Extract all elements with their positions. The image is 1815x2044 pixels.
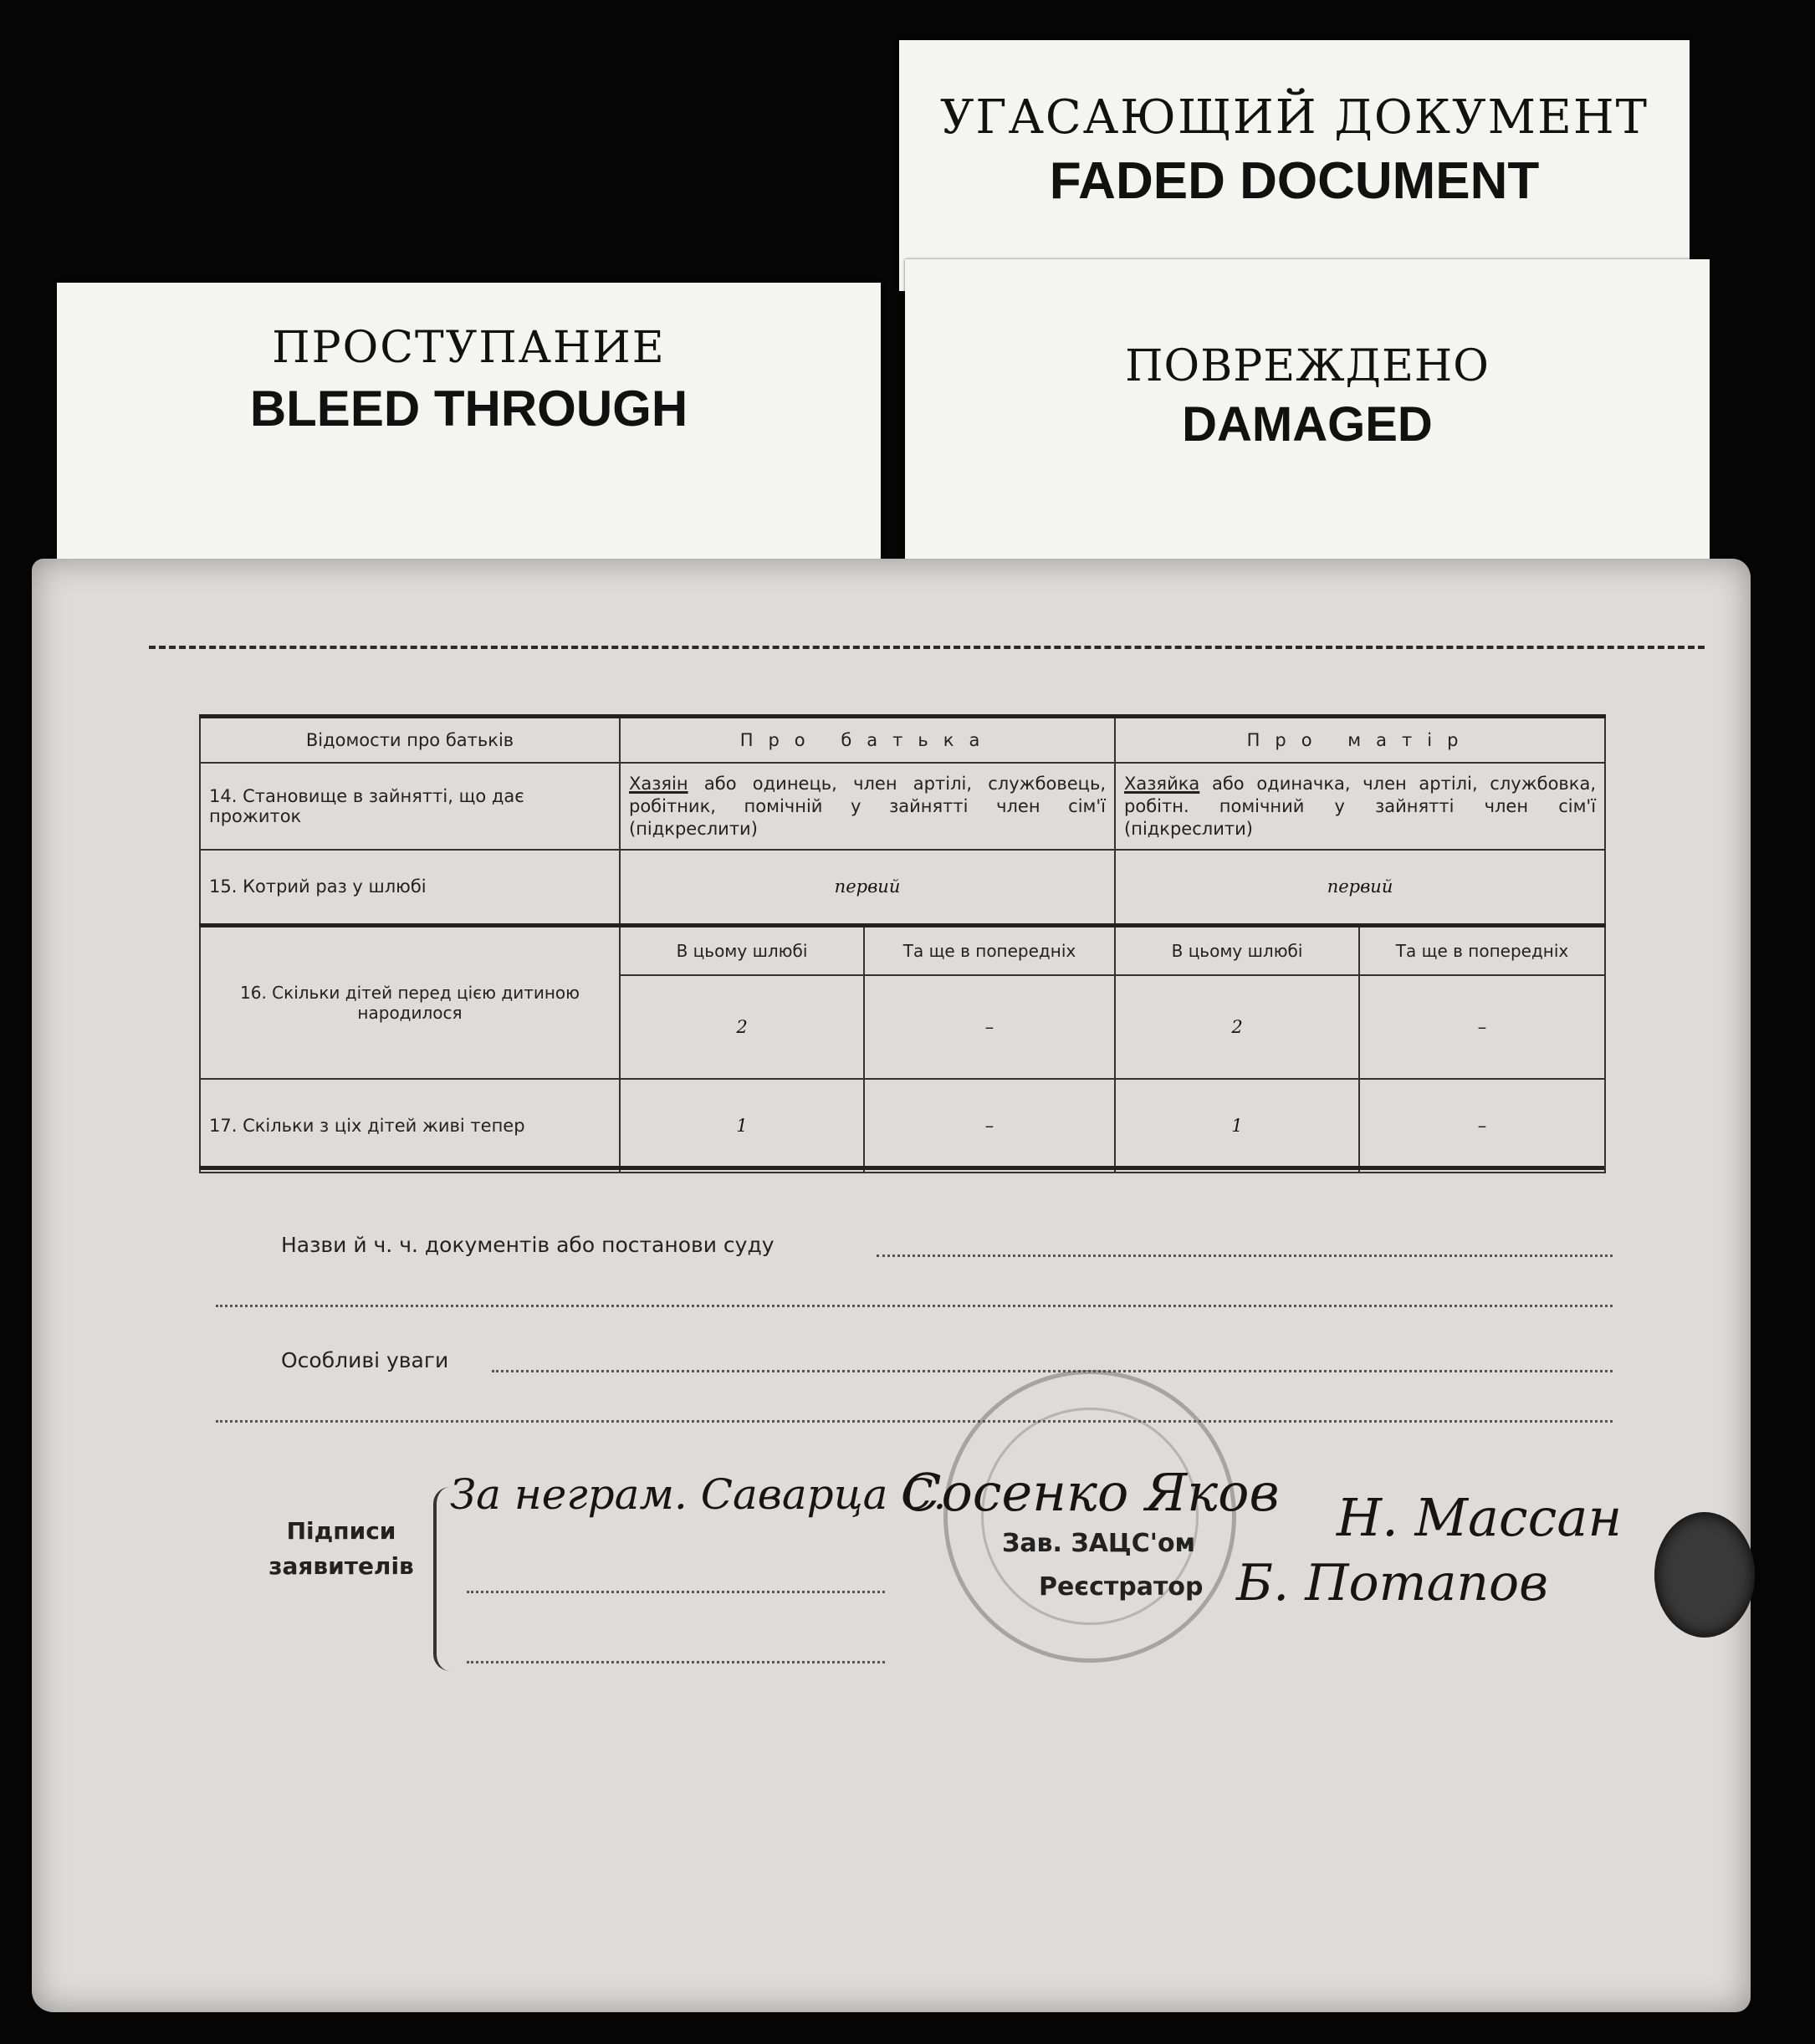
subheader-father-previous: Та ще в попередніх <box>864 925 1115 975</box>
q14-mother-options <box>1115 763 1605 850</box>
bleed-label-en: BLEED THROUGH <box>249 381 688 437</box>
table-row <box>200 850 1605 925</box>
table-subheader-row <box>200 925 1605 975</box>
faded-label-en: FADED DOCUMENT <box>1049 152 1540 210</box>
bleed-through-label-card <box>57 283 881 592</box>
wax-blot <box>1654 1512 1755 1638</box>
table-row <box>200 1079 1605 1173</box>
faded-document-label-card <box>899 40 1690 291</box>
q16-father-this: 2 <box>620 975 864 1079</box>
q14-father-rest: або одинець, член артілі, службовець, робітник, помічній у зайнятті член сім'ї (підкреслити) <box>629 773 1107 839</box>
registrar-label: Реєстратор <box>1039 1572 1204 1602</box>
table-row <box>200 763 1605 850</box>
signatures-label-line2: заявителів <box>268 1552 414 1580</box>
documents-dotted-line-2 <box>216 1305 1613 1307</box>
subheader-father-this: В цьому шлюбі <box>620 925 864 975</box>
header-mother: Про матір <box>1115 717 1605 764</box>
documents-label: Назви й ч. ч. документів або постанови суду <box>281 1233 775 1257</box>
head-signature: Н. Массан <box>1337 1487 1623 1548</box>
header-father: Про батька <box>620 717 1115 764</box>
parents-info-table <box>199 714 1606 1173</box>
table-bottom-rule <box>199 1166 1604 1170</box>
q14-mother-selected: Хазяйка <box>1124 773 1200 794</box>
q17-father-this: 1 <box>620 1079 864 1173</box>
q17-father-prev: – <box>864 1079 1115 1173</box>
header-parents-info: Відомости про батьків <box>200 717 620 764</box>
subheader-mother-previous: Та ще в попередніх <box>1359 925 1605 975</box>
bleed-label-ru: ПРОСТУПАНИЕ <box>272 323 666 373</box>
q15-mother-value: первий <box>1115 850 1605 925</box>
q17-label: 17. Скільки з ціх дітей живі тепер <box>200 1079 620 1173</box>
applicant-dotted-line <box>467 1591 885 1593</box>
q16-label: 16. Скільки дітей перед цією дитиною народилося <box>200 925 620 1079</box>
registrar-signature: Б. Потапов <box>1236 1554 1549 1612</box>
second-applicant-signature: Сосенко Яков <box>902 1462 1280 1523</box>
q14-father-selected: Хазяін <box>629 773 688 794</box>
applicant-signature: За неграм. Саварца С. <box>450 1470 947 1519</box>
damaged-label-card <box>905 259 1710 577</box>
document-card <box>32 559 1751 2012</box>
applicant-dotted-line-2 <box>467 1661 885 1663</box>
q16-mother-prev: – <box>1359 975 1605 1079</box>
table-header-row <box>200 717 1605 764</box>
notes-dotted-line-2 <box>216 1420 1613 1423</box>
q17-mother-this: 1 <box>1115 1079 1359 1173</box>
head-label: Зав. ЗАЦС'ом <box>1002 1529 1196 1558</box>
notes-dotted-line <box>492 1370 1613 1372</box>
damaged-label-ru: ПОВРЕЖДЕНО <box>1125 341 1490 391</box>
signatures-label-line1: Підписи <box>286 1517 396 1545</box>
q14-label: 14. Становище в зайнятті, що дає прожиток <box>200 763 620 850</box>
q16-mother-this: 2 <box>1115 975 1359 1079</box>
q15-label: 15. Котрий раз у шлюбі <box>200 850 620 925</box>
q16-father-prev: – <box>864 975 1115 1079</box>
q14-father-options <box>620 763 1115 850</box>
documents-dotted-line <box>877 1255 1613 1257</box>
faded-label-ru: УГАСАЮЩИЙ ДОКУМЕНТ <box>939 90 1649 145</box>
subheader-mother-this: В цьому шлюбі <box>1115 925 1359 975</box>
damaged-label-en: DAMAGED <box>1182 397 1433 452</box>
q14-mother-rest: або одиначка, член артілі, службовка, робітн. помічний у зайнятті член сім'ї (підкреслити) <box>1124 773 1597 839</box>
signatures-label <box>258 1514 425 1584</box>
perforation-line <box>149 646 1705 649</box>
q17-mother-prev: – <box>1359 1079 1605 1173</box>
notes-label: Особливі уваги <box>281 1348 449 1372</box>
q15-father-value: первий <box>620 850 1115 925</box>
